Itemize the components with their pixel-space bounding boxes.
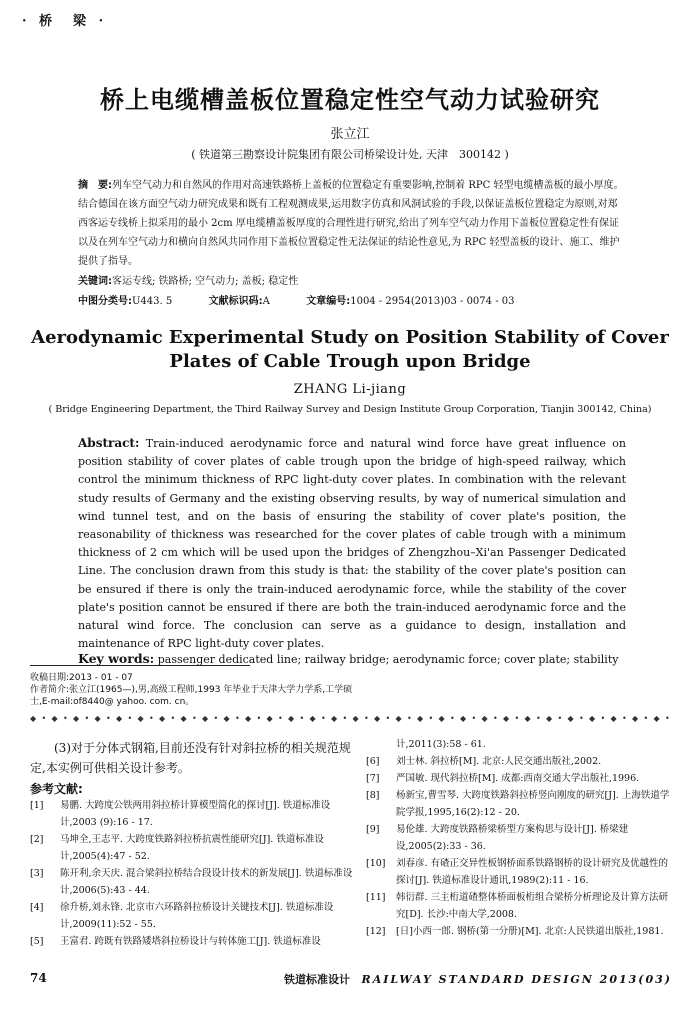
divider-dot: • bbox=[342, 713, 348, 723]
divider-dot: ◆ bbox=[352, 713, 359, 723]
divider-dot: • bbox=[664, 713, 670, 723]
section-tag: · 桥 梁 · bbox=[22, 14, 108, 29]
english-abstract-text: Train-induced aerodynamic force and natural wind force have great influence on position stability of cover plates of cable trough upon the bridge of high-speed railway, which control the minimum thickness of RPC light-duty cover plates. In combination with the relevant study results of Germany and the existing observing results, by way of numerical simulation and wind tunnel test, and on the basis of ensuring the stability of cover plate's position, the reasonability of thickness was researched for the cover plates of cable trough with a minimum thickness of 2 cm which will be used upon the bridges of Zhengzhou–Xi'an Passenger Dedicated Line. The conclusion drawn from this study is that: the stability of the cover plate's position can be ensured if there is only the train-induced aerodynamic force, while the stability of the cover plate's position cannot be ensured if there are both the train-induced aerodynamic force and the natural wind force. The conclusion can serve as a guidance to design, installation and maintenance of RPC light-duty cover plates. bbox=[78, 437, 626, 651]
english-author: ZHANG Li-jiang bbox=[293, 382, 407, 397]
chinese-keywords-label: 关键词: bbox=[78, 276, 112, 287]
divider-dot: ◆ bbox=[546, 713, 553, 723]
divider-dot: ◆ bbox=[610, 713, 617, 723]
reference-number: [1] bbox=[30, 800, 44, 811]
reference-text: 计,2011(3):58 - 61. bbox=[396, 739, 486, 750]
reference-text: 易伦雄. 大跨度铁路桥梁桥型方案构思与设计[J]. 桥梁建设,2005(2):33 - 36. bbox=[396, 824, 629, 852]
divider-dot: • bbox=[84, 713, 90, 723]
reference-text: 马坤全,王志平. 大跨度铁路斜拉桥抗震性能研究[J]. 铁道标准设计,2005(4):47 - 52. bbox=[60, 834, 324, 862]
reference-item bbox=[366, 770, 674, 787]
divider-dot: • bbox=[191, 713, 197, 723]
divider-dot: • bbox=[492, 713, 498, 723]
divider-dot: ◆ bbox=[180, 713, 187, 723]
reference-text: 王富君. 跨既有铁路矮塔斜拉桥设计与转体施工[J]. 铁道标准设 bbox=[60, 936, 321, 947]
divider-dot: ◆ bbox=[202, 713, 209, 723]
reference-item bbox=[366, 923, 674, 940]
reference-text: 陈开利,余天庆. 混合梁斜拉桥结合段设计技术的新发展[J]. 铁道标准设计,2006(5):43 - 44. bbox=[60, 868, 353, 896]
journal-name-cn: 铁道标准设计 bbox=[284, 973, 351, 986]
divider-dot: • bbox=[320, 713, 326, 723]
divider-dot: • bbox=[514, 713, 520, 723]
references-right-list bbox=[366, 736, 674, 940]
reference-item bbox=[366, 821, 674, 855]
divider-dot: ◆ bbox=[438, 713, 445, 723]
divider-dot: ◆ bbox=[94, 713, 101, 723]
divider-dot: • bbox=[578, 713, 584, 723]
divider-dot: ◆ bbox=[460, 713, 467, 723]
divider-dot: ◆ bbox=[589, 713, 596, 723]
page-number: 74 bbox=[30, 971, 47, 985]
divider-dot: • bbox=[299, 713, 305, 723]
classification-row bbox=[78, 292, 514, 307]
divider-dot: • bbox=[557, 713, 563, 723]
divider-dot: • bbox=[62, 713, 68, 723]
divider-dot: ◆ bbox=[288, 713, 295, 723]
divider-dot: ◆ bbox=[653, 713, 660, 723]
english-title bbox=[0, 326, 700, 374]
reference-number: [7] bbox=[366, 773, 380, 784]
divider-dot: • bbox=[385, 713, 391, 723]
divider-dot: ◆ bbox=[632, 713, 639, 723]
reference-item bbox=[366, 787, 674, 821]
divider-dot: • bbox=[234, 713, 240, 723]
reference-number: [3] bbox=[30, 868, 44, 879]
reference-item bbox=[30, 865, 360, 899]
divider-dot: ◆ bbox=[51, 713, 58, 723]
divider-dot: • bbox=[406, 713, 412, 723]
reference-text: 严国敏. 现代斜拉桥[M]. 成都:西南交通大学出版社,1996. bbox=[396, 773, 640, 784]
reference-number: [9] bbox=[366, 824, 380, 835]
divider-dot: ◆ bbox=[331, 713, 338, 723]
reference-item bbox=[366, 855, 674, 889]
english-keywords bbox=[78, 651, 658, 666]
divider-dot: ◆ bbox=[116, 713, 123, 723]
reference-number: [6] bbox=[366, 756, 380, 767]
divider-dot: • bbox=[127, 713, 133, 723]
divider-dot: • bbox=[256, 713, 262, 723]
chinese-author: 张立江 bbox=[330, 127, 370, 142]
english-title-line1: Aerodynamic Experimental Study on Position Stability of Cover bbox=[31, 327, 669, 348]
chinese-abstract-label: 摘 要: bbox=[78, 180, 112, 191]
divider-dot: ◆ bbox=[30, 713, 37, 723]
chinese-keywords-text: 客运专线; 铁路桥; 空气动力; 盖板; 稳定性 bbox=[112, 276, 299, 287]
reference-number: [5] bbox=[30, 936, 44, 947]
reference-number: [10] bbox=[366, 858, 386, 869]
english-keywords-label: Key words: bbox=[78, 651, 155, 666]
divider-dot: • bbox=[170, 713, 176, 723]
reference-number: [2] bbox=[30, 834, 44, 845]
chinese-title: 桥上电缆槽盖板位置稳定性空气动力试验研究 bbox=[100, 85, 600, 114]
references-left-list bbox=[30, 797, 360, 950]
divider-dot: ◆ bbox=[309, 713, 316, 723]
reference-text: [日]小西一郎. 钢桥(第一分册)[M]. 北京:人民铁道出版社,1981. bbox=[396, 926, 664, 937]
dotted-divider bbox=[30, 713, 670, 723]
divider-dot: • bbox=[600, 713, 606, 723]
journal-name-en: RAILWAY STANDARD DESIGN 2013(03) bbox=[361, 973, 672, 986]
article-no-label: 文章编号: bbox=[306, 296, 351, 307]
english-keywords-text: passenger dedicated line; railway bridge; aerodynamic force; cover plate; stability bbox=[157, 653, 619, 666]
reference-text: 杨新宝,曹雪琴. 大跨度铁路斜拉桥竖向刚度的研究[J]. 上海铁道学院学报,1995,16(2):12 - 20. bbox=[396, 790, 670, 818]
divider-dot: • bbox=[363, 713, 369, 723]
chinese-abstract-text: 列车空气动力和自然风的作用对高速铁路桥上盖板的位置稳定有重要影响,控制着 RPC 轻型电缆槽盖板的最小厚度。结合德国在该方面空气动力研究成果和既有工程观测成果,运用数字仿真和风洞试验的手段,以保证盖板位置稳定为原则,对郑西客运专线桥上拟采用的最小 2cm 厚电缆槽盖板厚度的合理性进行研究,给出了列车空气动力作用下盖板位置稳定性有保证以及在列车空气动力和横向自然风共同作用下盖板位置稳定性无法保证的结论性意见,为 RPC 轻型盖板的设计、施工、维护提供了指导。 bbox=[78, 180, 624, 267]
reference-text: 刘春彦. 有碴正交异性板钢桥面系铁路钢桥的设计研究及优越性的探讨[J]. 铁道标准设计通讯,1989(2):11 - 16. bbox=[396, 858, 669, 886]
english-title-line2: Plates of Cable Trough upon Bridge bbox=[169, 351, 531, 372]
journal-footer bbox=[284, 971, 672, 987]
divider-dot: ◆ bbox=[223, 713, 230, 723]
reference-text: 易鹏. 大跨度公铁两用斜拉桥计算模型简化的探讨[J]. 铁道标准设计,2003 (9):16 - 17. bbox=[60, 800, 331, 828]
reference-item bbox=[366, 736, 674, 753]
divider-dot: ◆ bbox=[524, 713, 531, 723]
references-heading: 参考文献: bbox=[30, 782, 83, 796]
reference-number: [8] bbox=[366, 790, 380, 801]
divider-dot: • bbox=[621, 713, 627, 723]
divider-dot: • bbox=[449, 713, 455, 723]
divider-dot: ◆ bbox=[159, 713, 166, 723]
reference-item bbox=[366, 753, 674, 770]
divider-dot: ◆ bbox=[567, 713, 574, 723]
divider-dot: ◆ bbox=[503, 713, 510, 723]
doc-code-label: 文献标识码: bbox=[208, 296, 263, 307]
left-column bbox=[30, 738, 360, 950]
reference-number: [11] bbox=[366, 892, 386, 903]
reference-number: [12] bbox=[366, 926, 386, 937]
reference-number: [4] bbox=[30, 902, 44, 913]
reference-item bbox=[30, 797, 360, 831]
divider-dot: ◆ bbox=[245, 713, 252, 723]
divider-dot: • bbox=[148, 713, 154, 723]
author-bio: 作者简介:张立江(1965—),男,高级工程师,1993 年毕业于天津大学力学系,工学硕士,E-mail:of8440@ yahoo. com. cn。 bbox=[30, 685, 353, 707]
divider-dot: ◆ bbox=[395, 713, 402, 723]
divider-dot: • bbox=[535, 713, 541, 723]
body-paragraph: (3)对于分体式钢箱,目前还没有针对斜拉桥的相关规范规定,本实例可供相关设计参考。 bbox=[30, 741, 351, 775]
reference-number bbox=[366, 736, 396, 753]
divider-dot: ◆ bbox=[374, 713, 381, 723]
english-affiliation: ( Bridge Engineering Department, the Third Railway Survey and Design Institute Group Corporation, Tianjin 300142, China) bbox=[48, 404, 652, 415]
reference-item bbox=[366, 889, 674, 923]
footnote bbox=[30, 672, 360, 708]
article-no-value: 1004 - 2954(2013)03 - 0074 - 03 bbox=[350, 296, 515, 307]
divider-dot: • bbox=[471, 713, 477, 723]
divider-dot: ◆ bbox=[137, 713, 144, 723]
clc-label: 中图分类号: bbox=[78, 296, 132, 307]
received-date: 收稿日期:2013 - 01 - 07 bbox=[30, 673, 133, 683]
divider-dot: ◆ bbox=[481, 713, 488, 723]
english-abstract bbox=[78, 434, 626, 653]
chinese-keywords bbox=[78, 272, 298, 287]
reference-text: 徐升桥,刘永锋. 北京市六环路斜拉桥设计关键技术[J]. 铁道标准设计,2009(11):52 - 55. bbox=[60, 902, 334, 930]
reference-item bbox=[30, 899, 360, 933]
chinese-abstract bbox=[78, 176, 626, 271]
reference-text: 韩衍群. 三主桁道碴整体桥面板桁组合梁桥分析理论及计算方法研究[D]. 长沙:中南大学,2008. bbox=[396, 892, 669, 920]
divider-dot: ◆ bbox=[417, 713, 424, 723]
clc-value: U443. 5 bbox=[132, 296, 173, 307]
reference-text: 刘士林. 斜拉桥[M]. 北京:人民交通出版社,2002. bbox=[396, 756, 602, 767]
divider-dot: • bbox=[428, 713, 434, 723]
divider-dot: ◆ bbox=[266, 713, 273, 723]
reference-item bbox=[30, 831, 360, 865]
reference-item bbox=[30, 933, 360, 950]
doc-code-value: A bbox=[262, 296, 270, 307]
divider-dot: ◆ bbox=[73, 713, 80, 723]
divider-dot: • bbox=[213, 713, 219, 723]
divider-dot: • bbox=[643, 713, 649, 723]
chinese-affiliation: ( 铁道第三勘察设计院集团有限公司桥梁设计处, 天津 300142 ) bbox=[191, 148, 509, 161]
english-abstract-label: Abstract: bbox=[78, 436, 140, 450]
right-column bbox=[366, 736, 674, 940]
divider-dot: • bbox=[41, 713, 47, 723]
divider-dot: • bbox=[277, 713, 283, 723]
footnote-divider bbox=[30, 665, 250, 666]
divider-dot: • bbox=[105, 713, 111, 723]
